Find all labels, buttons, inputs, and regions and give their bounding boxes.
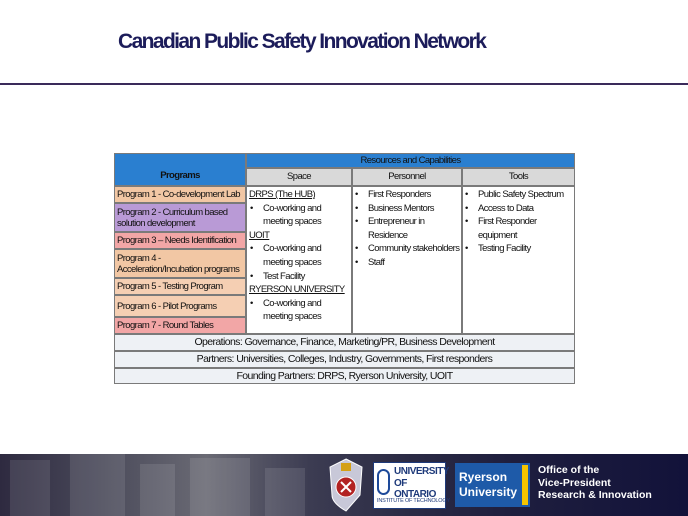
partners-row: Partners: Universities, Colleges, Industry, Governments, First responders — [114, 351, 575, 368]
vp-line1: Office of the — [538, 464, 600, 476]
vp-line2: Vice-President — [538, 476, 611, 489]
column-header-tools: Tools — [462, 168, 575, 186]
uoit-emblem-icon — [377, 469, 390, 495]
program-row-6: Program 6 - Pilot Programs — [114, 295, 246, 317]
personnel-item: • Community stakeholders — [354, 242, 460, 256]
program-row-2: Program 2 - Curriculum based solution development — [114, 203, 246, 232]
personnel-item: • Staff — [354, 256, 460, 270]
program-row-5: Program 5 - Testing Program — [114, 278, 246, 295]
ryerson-accent-bar — [522, 465, 528, 505]
tools-item: • Testing Facility — [464, 242, 573, 256]
personnel-item: • First Responders — [354, 188, 460, 202]
tools-item: • Access to Data — [464, 202, 573, 216]
uoit-line1: UNIVERSITY — [394, 466, 450, 477]
building-silhouette — [10, 460, 50, 516]
space-heading-drps: DRPS (The HUB) — [249, 189, 316, 200]
tools-cell — [462, 186, 575, 334]
space-heading-ryerson: RYERSON UNIVERSITY — [249, 284, 345, 296]
police-badge-logo — [327, 457, 365, 513]
program-row-7: Program 7 - Round Tables — [114, 317, 246, 334]
program-row-3: Program 3 – Needs Identification — [114, 232, 246, 249]
tools-item: • Public Safety Spectrum — [464, 188, 573, 202]
building-silhouette — [190, 458, 250, 516]
building-silhouette — [140, 464, 175, 516]
ryerson-line1: Ryerson — [459, 470, 508, 484]
column-header-space: Space — [246, 168, 352, 186]
personnel-item: • Business Mentors — [354, 202, 460, 216]
police-logo-text — [127, 457, 141, 458]
personnel-cell — [352, 186, 462, 334]
uoit-logo — [373, 462, 450, 509]
personnel-item: • Entrepreneur in Residence — [354, 215, 460, 242]
program-row-1: Program 1 - Co-development Lab — [114, 186, 246, 203]
slide-title: Canadian Public Safety Innovation Network — [118, 30, 486, 53]
space-item: • Co-working and meeting spaces — [249, 202, 349, 229]
space-cell — [246, 186, 352, 334]
vp-office-text — [538, 464, 684, 502]
police-crest-icon — [327, 457, 365, 513]
programs-header: Programs — [114, 153, 246, 186]
uoit-line2: OF ONTARIO — [394, 478, 436, 500]
ryerson-line2: University — [459, 485, 518, 499]
title-divider — [0, 83, 688, 85]
space-item: • Test Facility — [249, 270, 349, 284]
ryerson-logo — [455, 463, 530, 507]
operations-row: Operations: Governance, Finance, Marketing/PR, Business Development — [114, 334, 575, 351]
column-header-personnel: Personnel — [352, 168, 462, 186]
tools-item: • First Responder equipment — [464, 215, 573, 242]
uoit-line3: INSTITUTE OF TECHNOLOGY — [377, 498, 450, 504]
space-heading-uoit: UOIT — [249, 229, 270, 241]
program-row-4: Program 4 -Acceleration/Incubation programs — [114, 249, 246, 278]
footer-banner — [0, 454, 688, 516]
resources-table — [114, 153, 575, 384]
space-item: • Co-working and meeting spaces — [249, 242, 349, 269]
building-silhouette — [265, 468, 305, 516]
space-item: • Co-working and meeting spaces — [249, 297, 349, 324]
vp-line3: Research & Innovation — [538, 489, 652, 501]
resources-header: Resources and Capabilities — [246, 153, 575, 168]
building-silhouette — [70, 454, 125, 516]
founding-partners-row: Founding Partners: DRPS, Ryerson University, UOIT — [114, 368, 575, 384]
